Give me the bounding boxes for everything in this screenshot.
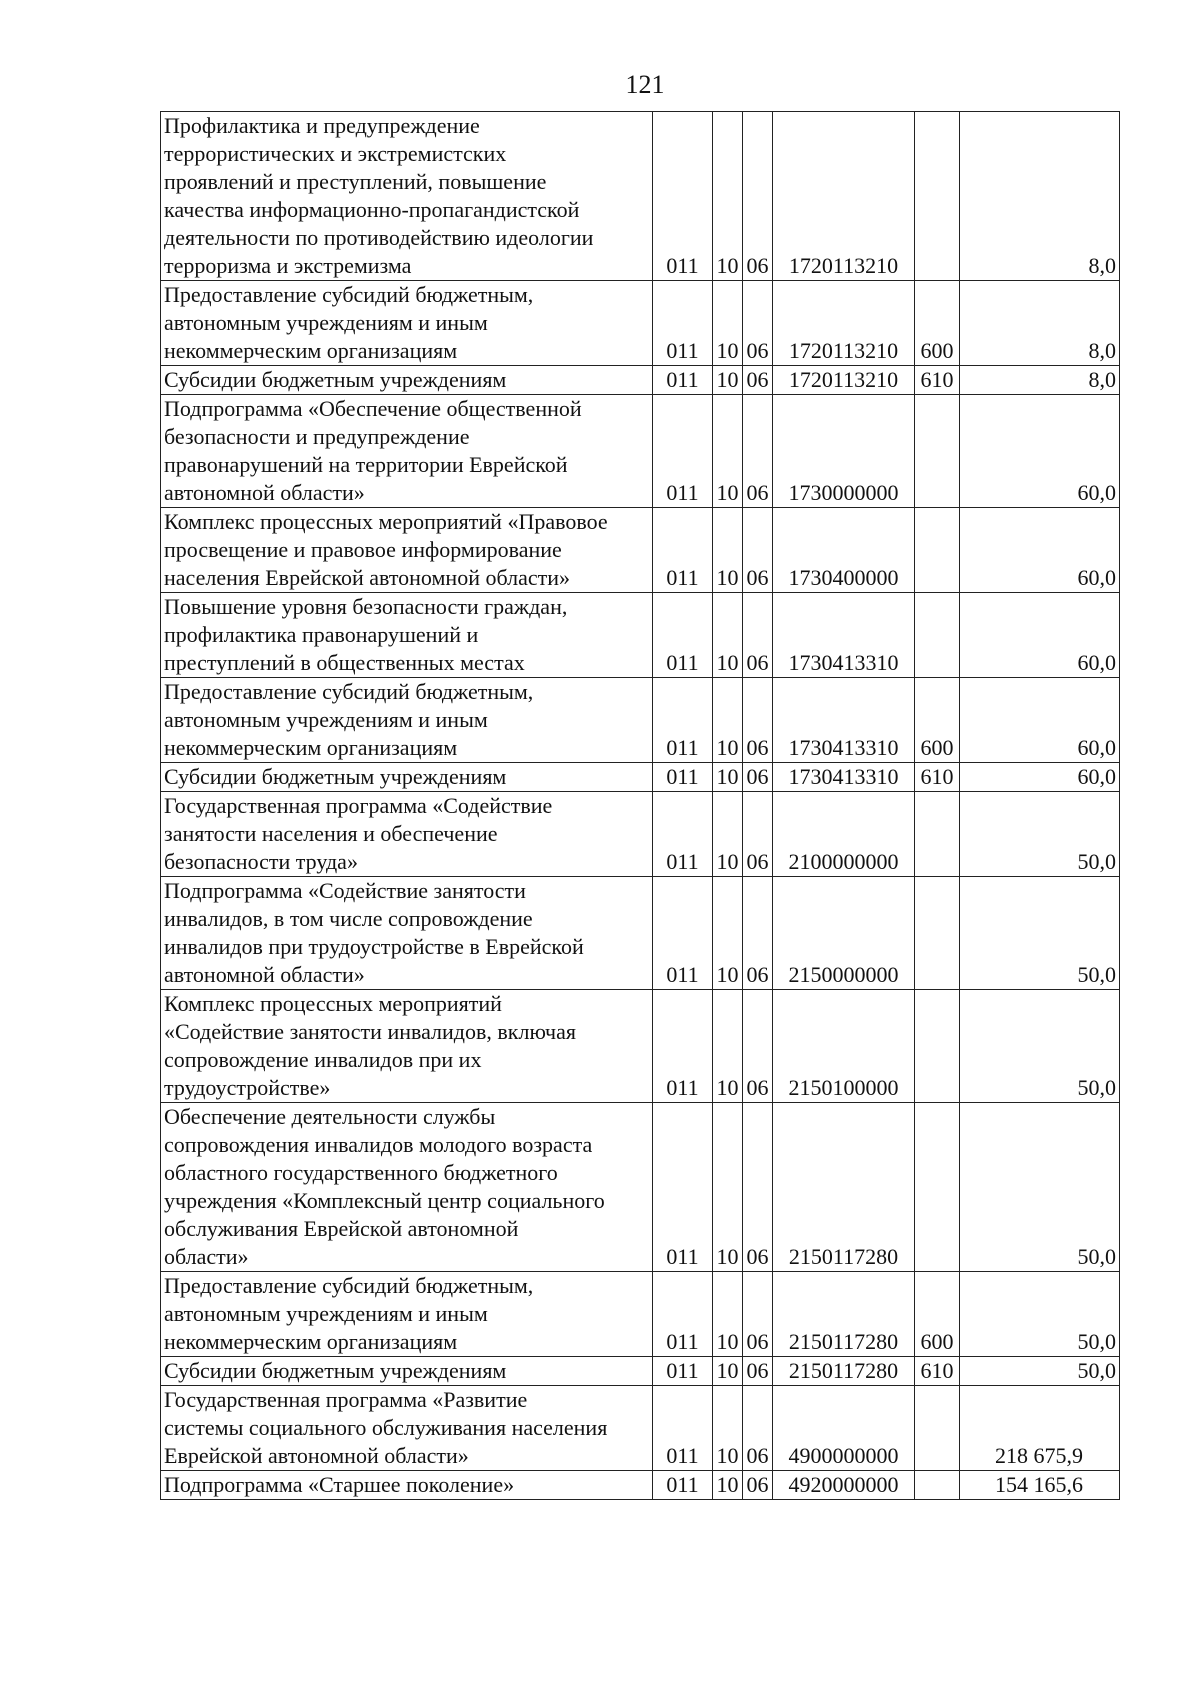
- subsection-code-cell: 06: [743, 877, 773, 990]
- row-name-cell: Предоставление субсидий бюджетным, автономным учреждениям и иным некоммерческим организациям: [161, 281, 653, 366]
- target-article-cell: 4920000000: [773, 1471, 915, 1500]
- row-name-cell: Повышение уровня безопасности граждан, профилактика правонарушений и преступлений в общественных местах: [161, 593, 653, 678]
- subsection-code-cell: 06: [743, 1357, 773, 1386]
- subsection-code-cell: 06: [743, 593, 773, 678]
- budget-table: [160, 111, 1120, 1500]
- subsection-code-cell: 06: [743, 1471, 773, 1500]
- subsection-code-cell: 06: [743, 1386, 773, 1471]
- amount-cell: 8,0: [960, 281, 1120, 366]
- amount-cell: 8,0: [960, 366, 1120, 395]
- section-code-cell: 10: [713, 792, 743, 877]
- ministry-code-cell: 011: [653, 792, 713, 877]
- target-article-cell: 1730413310: [773, 763, 915, 792]
- section-code-cell: 10: [713, 593, 743, 678]
- ministry-code-cell: 011: [653, 508, 713, 593]
- table-row: [161, 593, 1120, 678]
- target-article-cell: 1720113210: [773, 366, 915, 395]
- expense-type-cell: [915, 1471, 960, 1500]
- table-row: [161, 678, 1120, 763]
- expense-type-cell: 610: [915, 366, 960, 395]
- expense-type-cell: 610: [915, 763, 960, 792]
- ministry-code-cell: 011: [653, 1272, 713, 1357]
- ministry-code-cell: 011: [653, 1471, 713, 1500]
- subsection-code-cell: 06: [743, 792, 773, 877]
- table-row: [161, 366, 1120, 395]
- table-row: [161, 1103, 1120, 1272]
- target-article-cell: 1730413310: [773, 593, 915, 678]
- section-code-cell: 10: [713, 281, 743, 366]
- target-article-cell: 2100000000: [773, 792, 915, 877]
- target-article-cell: 1730000000: [773, 395, 915, 508]
- section-code-cell: 10: [713, 1386, 743, 1471]
- row-name-cell: Подпрограмма «Обеспечение общественной безопасности и предупреждение правонарушений на территории Еврейской автономной области»: [161, 395, 653, 508]
- table-row: [161, 395, 1120, 508]
- ministry-code-cell: 011: [653, 763, 713, 792]
- amount-cell: 50,0: [960, 1357, 1120, 1386]
- section-code-cell: 10: [713, 1357, 743, 1386]
- row-name-cell: Профилактика и предупреждение террористических и экстремистских проявлений и преступлений, повышение качества информационно-пропагандистской деятельности по противодействию идеологии терроризма и экстремизма: [161, 112, 653, 281]
- target-article-cell: 2150117280: [773, 1272, 915, 1357]
- subsection-code-cell: 06: [743, 678, 773, 763]
- section-code-cell: 10: [713, 112, 743, 281]
- ministry-code-cell: 011: [653, 877, 713, 990]
- subsection-code-cell: 06: [743, 1103, 773, 1272]
- target-article-cell: 2150117280: [773, 1357, 915, 1386]
- table-row: [161, 508, 1120, 593]
- section-code-cell: 10: [713, 1103, 743, 1272]
- amount-cell: 218 675,9: [960, 1386, 1120, 1471]
- ministry-code-cell: 011: [653, 395, 713, 508]
- expense-type-cell: [915, 990, 960, 1103]
- table-row: [161, 990, 1120, 1103]
- subsection-code-cell: 06: [743, 395, 773, 508]
- budget-table-body: [161, 112, 1120, 1500]
- amount-cell: 60,0: [960, 593, 1120, 678]
- ministry-code-cell: 011: [653, 990, 713, 1103]
- subsection-code-cell: 06: [743, 366, 773, 395]
- subsection-code-cell: 06: [743, 112, 773, 281]
- section-code-cell: 10: [713, 395, 743, 508]
- amount-cell: 50,0: [960, 1103, 1120, 1272]
- row-name-cell: Подпрограмма «Старшее поколение»: [161, 1471, 653, 1500]
- expense-type-cell: [915, 877, 960, 990]
- amount-cell: 60,0: [960, 395, 1120, 508]
- table-row: [161, 1471, 1120, 1500]
- amount-cell: 50,0: [960, 792, 1120, 877]
- target-article-cell: 1720113210: [773, 281, 915, 366]
- row-name-cell: Предоставление субсидий бюджетным, автономным учреждениям и иным некоммерческим организациям: [161, 1272, 653, 1357]
- target-article-cell: 2150100000: [773, 990, 915, 1103]
- section-code-cell: 10: [713, 990, 743, 1103]
- amount-cell: 60,0: [960, 763, 1120, 792]
- table-row: [161, 112, 1120, 281]
- expense-type-cell: [915, 1103, 960, 1272]
- target-article-cell: 1730400000: [773, 508, 915, 593]
- row-name-cell: Подпрограмма «Содействие занятости инвалидов, в том числе сопровождение инвалидов при трудоустройстве в Еврейской автономной области»: [161, 877, 653, 990]
- page-number: 121: [625, 70, 665, 99]
- section-code-cell: 10: [713, 1272, 743, 1357]
- section-code-cell: 10: [713, 678, 743, 763]
- table-row: [161, 763, 1120, 792]
- expense-type-cell: [915, 1386, 960, 1471]
- subsection-code-cell: 06: [743, 990, 773, 1103]
- expense-type-cell: 600: [915, 281, 960, 366]
- row-name-cell: Обеспечение деятельности службы сопровождения инвалидов молодого возраста областного государственного бюджетного учреждения «Комплексный центр социального обслуживания Еврейской автономной области»: [161, 1103, 653, 1272]
- ministry-code-cell: 011: [653, 281, 713, 366]
- expense-type-cell: [915, 508, 960, 593]
- section-code-cell: 10: [713, 508, 743, 593]
- amount-cell: 8,0: [960, 112, 1120, 281]
- row-name-cell: Субсидии бюджетным учреждениям: [161, 1357, 653, 1386]
- table-row: [161, 792, 1120, 877]
- ministry-code-cell: 011: [653, 593, 713, 678]
- expense-type-cell: [915, 792, 960, 877]
- target-article-cell: 4900000000: [773, 1386, 915, 1471]
- section-code-cell: 10: [713, 763, 743, 792]
- ministry-code-cell: 011: [653, 112, 713, 281]
- amount-cell: 50,0: [960, 990, 1120, 1103]
- row-name-cell: Комплекс процессных мероприятий «Правовое просвещение и правовое информирование населения Еврейской автономной области»: [161, 508, 653, 593]
- section-code-cell: 10: [713, 877, 743, 990]
- target-article-cell: 1720113210: [773, 112, 915, 281]
- target-article-cell: 2150000000: [773, 877, 915, 990]
- row-name-cell: Предоставление субсидий бюджетным, автономным учреждениям и иным некоммерческим организациям: [161, 678, 653, 763]
- section-code-cell: 10: [713, 366, 743, 395]
- amount-cell: 154 165,6: [960, 1471, 1120, 1500]
- expense-type-cell: 610: [915, 1357, 960, 1386]
- ministry-code-cell: 011: [653, 678, 713, 763]
- ministry-code-cell: 011: [653, 366, 713, 395]
- row-name-cell: Комплекс процессных мероприятий «Содействие занятости инвалидов, включая сопровождение инвалидов при их трудоустройстве»: [161, 990, 653, 1103]
- table-row: [161, 1357, 1120, 1386]
- target-article-cell: 1730413310: [773, 678, 915, 763]
- ministry-code-cell: 011: [653, 1386, 713, 1471]
- row-name-cell: Государственная программа «Развитие системы социального обслуживания населения Еврейской автономной области»: [161, 1386, 653, 1471]
- amount-cell: 50,0: [960, 1272, 1120, 1357]
- table-row: [161, 1386, 1120, 1471]
- target-article-cell: 2150117280: [773, 1103, 915, 1272]
- expense-type-cell: [915, 395, 960, 508]
- row-name-cell: Субсидии бюджетным учреждениям: [161, 366, 653, 395]
- expense-type-cell: 600: [915, 678, 960, 763]
- expense-type-cell: 600: [915, 1272, 960, 1357]
- subsection-code-cell: 06: [743, 763, 773, 792]
- table-row: [161, 281, 1120, 366]
- amount-cell: 60,0: [960, 678, 1120, 763]
- ministry-code-cell: 011: [653, 1357, 713, 1386]
- amount-cell: 60,0: [960, 508, 1120, 593]
- row-name-cell: Государственная программа «Содействие занятости населения и обеспечение безопасности труда»: [161, 792, 653, 877]
- expense-type-cell: [915, 593, 960, 678]
- subsection-code-cell: 06: [743, 281, 773, 366]
- row-name-cell: Субсидии бюджетным учреждениям: [161, 763, 653, 792]
- subsection-code-cell: 06: [743, 508, 773, 593]
- table-row: [161, 1272, 1120, 1357]
- section-code-cell: 10: [713, 1471, 743, 1500]
- subsection-code-cell: 06: [743, 1272, 773, 1357]
- expense-type-cell: [915, 112, 960, 281]
- amount-cell: 50,0: [960, 877, 1120, 990]
- table-row: [161, 877, 1120, 990]
- ministry-code-cell: 011: [653, 1103, 713, 1272]
